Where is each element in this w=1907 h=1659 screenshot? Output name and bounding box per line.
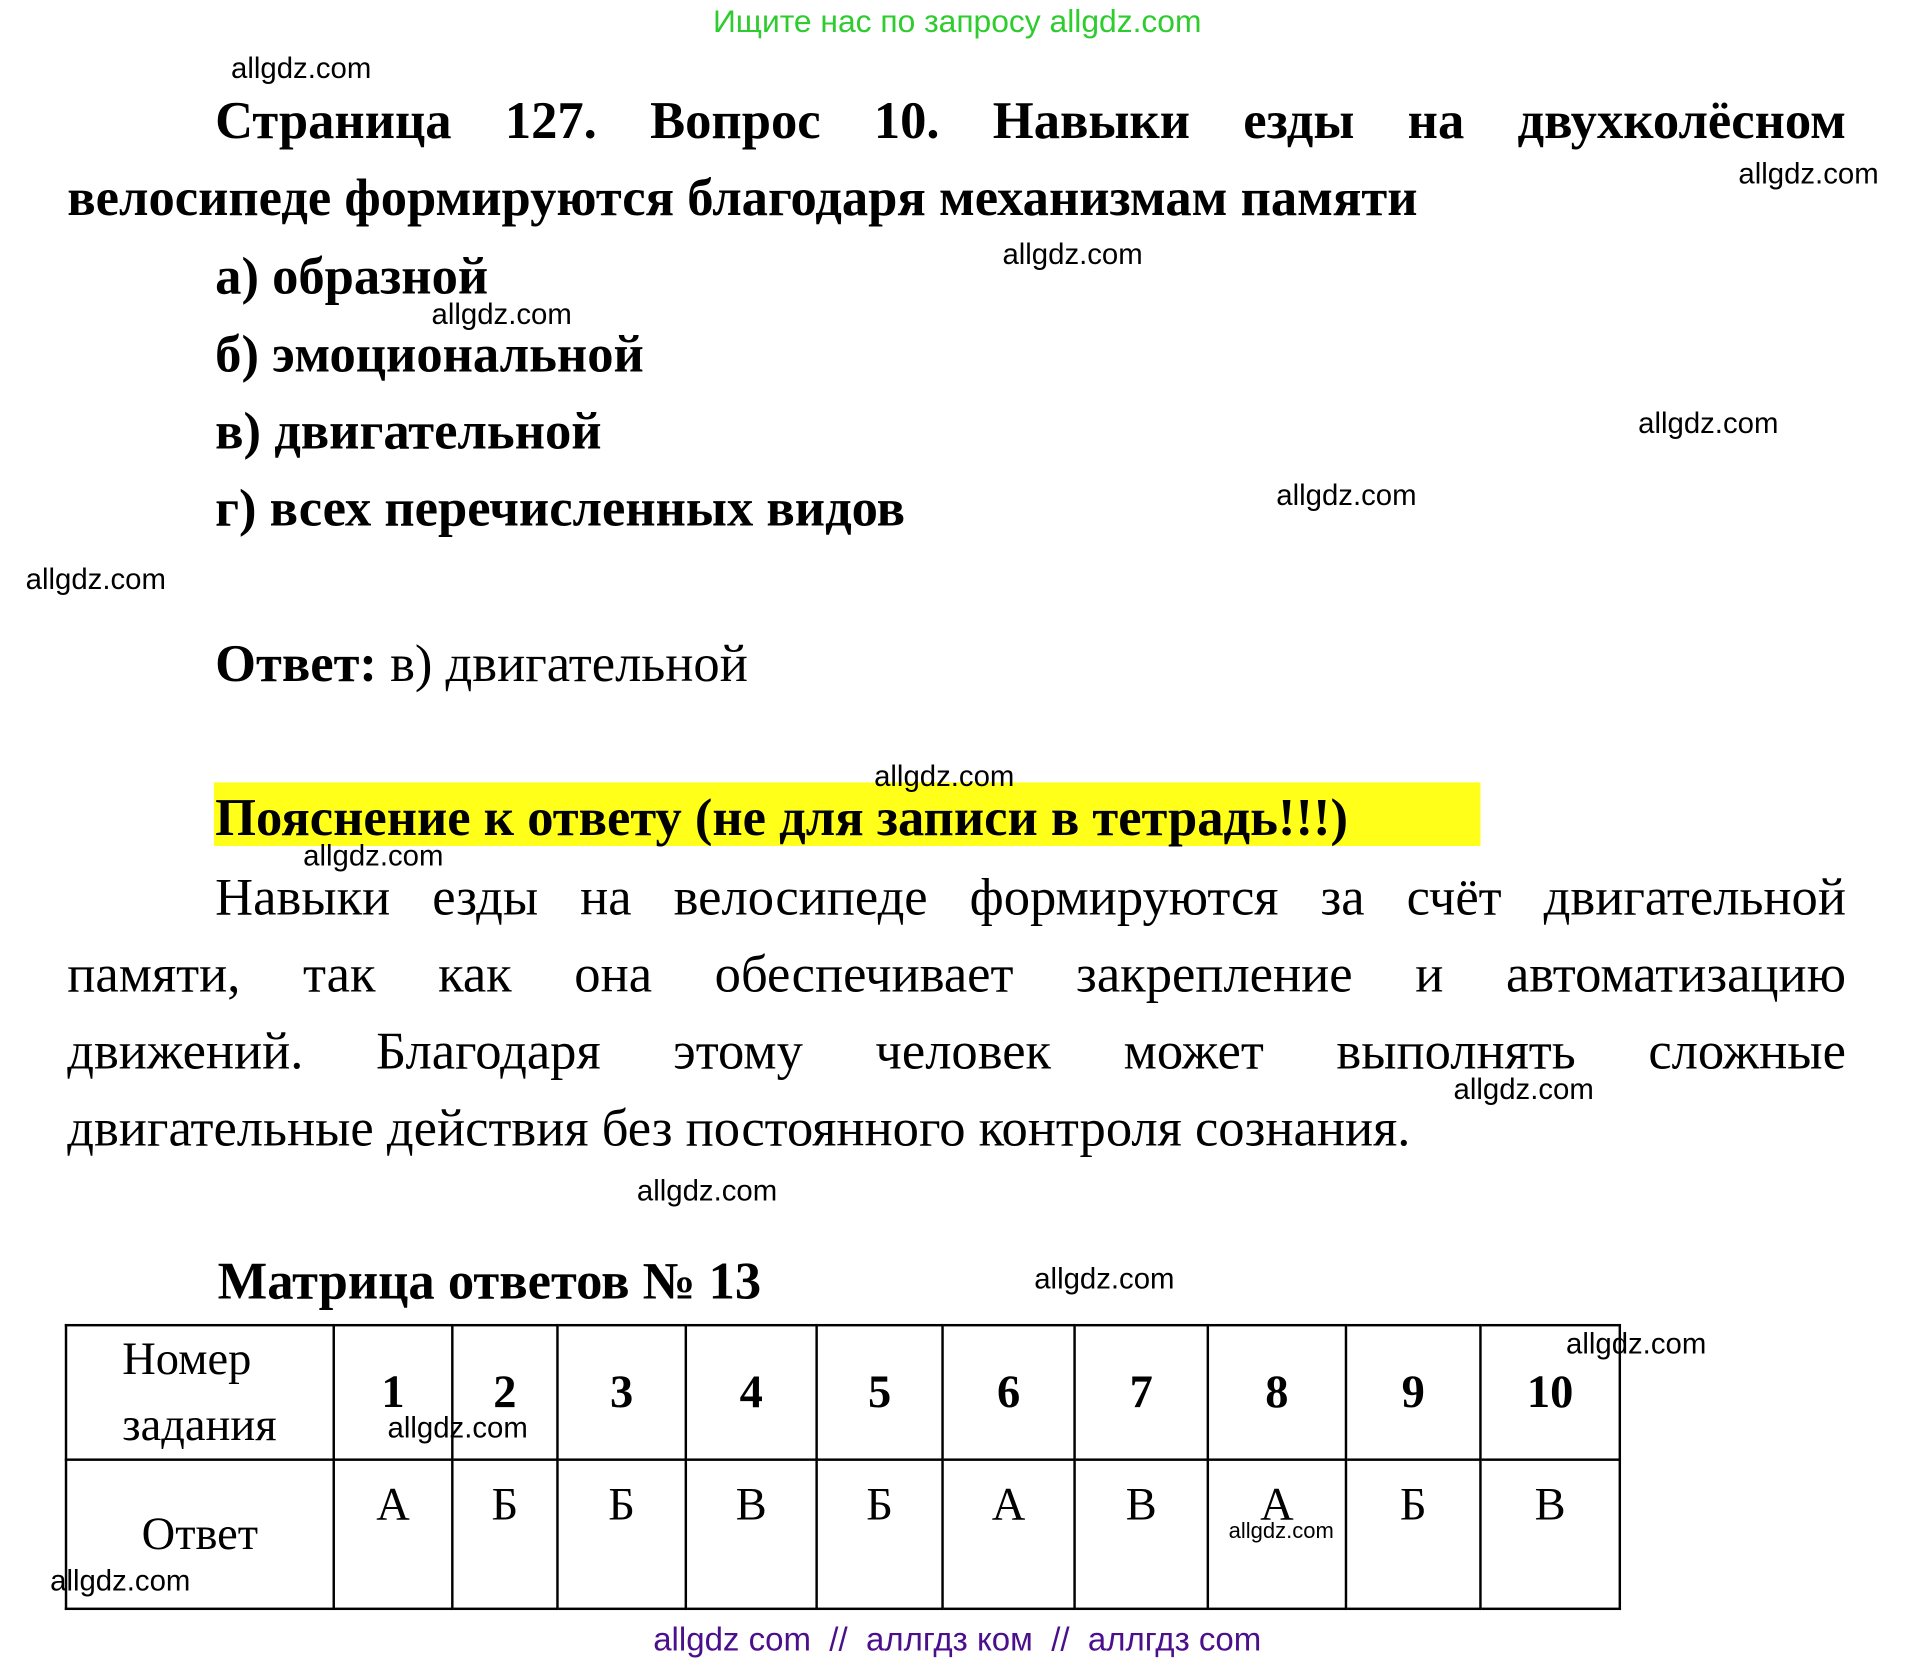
answer-matrix <box>65 1324 1621 1610</box>
explanation-line-2: памяти, так как она обеспечивает закрепление и автоматизацию <box>67 946 1846 1004</box>
footer-links: allgdz com // аллгдз ком // аллгдз com <box>653 1621 1262 1658</box>
answer-cell: Б <box>817 1460 943 1609</box>
explanation-line-4: двигательные действия без постоянного контроля сознания. <box>67 1100 1411 1158</box>
watermark: allgdz.com <box>25 563 166 597</box>
watermark: allgdz.com <box>1034 1262 1175 1296</box>
answer-value: в) двигательной <box>376 635 748 694</box>
explanation-line-1: Навыки езды на велосипеде формируются за счёт двигательной <box>215 869 1846 927</box>
answer-cell: В <box>1480 1460 1619 1609</box>
number-cell: 5 <box>817 1325 943 1459</box>
matrix-title: Матрица ответов № 13 <box>217 1253 762 1311</box>
watermark: allgdz.com <box>1002 238 1143 272</box>
option-c: в) двигательной <box>215 403 602 461</box>
answer-cell: Б <box>557 1460 685 1609</box>
question-title-line-1: Страница 127. Вопрос 10. Навыки езды на двухколёсном <box>215 92 1846 151</box>
number-cell: 4 <box>686 1325 817 1459</box>
number-cell: 3 <box>557 1325 685 1459</box>
watermark: allgdz.com <box>50 1564 191 1598</box>
answer-cell: А <box>1208 1460 1346 1609</box>
watermark: allgdz.com <box>874 760 1015 794</box>
answer-label: Ответ: <box>215 635 377 694</box>
option-b: б) эмоциональной <box>215 326 644 384</box>
answer <box>215 635 748 694</box>
watermark: allgdz.com <box>636 1174 778 1208</box>
search-banner: Ищите нас по запросу allgdz.com <box>712 2 1202 40</box>
answer-cell: Б <box>1346 1460 1480 1609</box>
answer-cell: В <box>1075 1460 1208 1609</box>
number-cell: 10 <box>1480 1325 1619 1459</box>
number-cell: 8 <box>1208 1325 1346 1459</box>
watermark: allgdz.com <box>1566 1327 1707 1361</box>
header-label: Номер задания <box>66 1325 334 1459</box>
number-cell: 2 <box>452 1325 557 1459</box>
watermark: allgdz.com <box>1276 479 1417 513</box>
watermark: allgdz.com <box>1638 407 1779 441</box>
watermark: allgdz.com <box>387 1411 528 1445</box>
watermark: allgdz.com <box>231 52 372 86</box>
number-cell: 6 <box>943 1325 1075 1459</box>
number-cell: 9 <box>1346 1325 1480 1459</box>
watermark: allgdz.com <box>303 839 444 873</box>
explanation-heading: Пояснение к ответу (не для записи в тетрадь!!!) <box>215 789 1348 848</box>
answer-cell: Б <box>452 1460 557 1609</box>
number-cell: 1 <box>334 1325 453 1459</box>
watermark: allgdz.com <box>1228 1518 1334 1543</box>
number-cell: 7 <box>1075 1325 1208 1459</box>
option-d: г) всех перечисленных видов <box>215 480 906 538</box>
watermark: allgdz.com <box>1738 157 1879 191</box>
watermark: allgdz.com <box>431 298 572 332</box>
watermark: allgdz.com <box>1453 1073 1594 1107</box>
answer-cell: А <box>334 1460 453 1609</box>
answer-row-label: Ответ <box>66 1460 334 1609</box>
question-title-line-2: велосипеде формируются благодаря механизмам памяти <box>67 169 1418 228</box>
answer-cell: А <box>943 1460 1075 1609</box>
option-a: а) образной <box>215 248 489 306</box>
answer-cell: В <box>686 1460 817 1609</box>
explanation-line-3: движений. Благодаря этому человек может выполнять сложные <box>67 1023 1846 1081</box>
